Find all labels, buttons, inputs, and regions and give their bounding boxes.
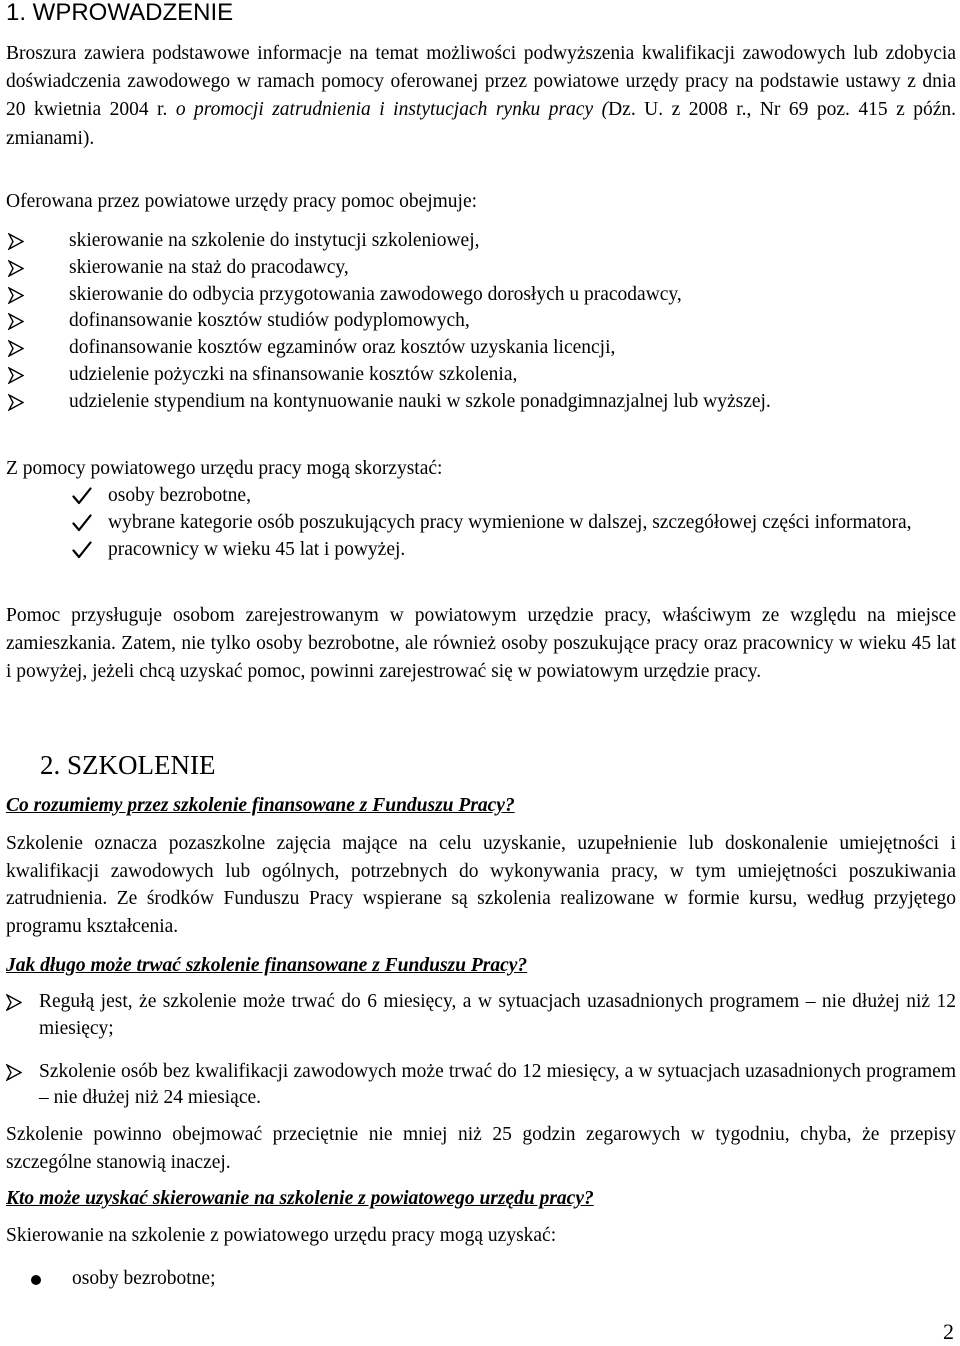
dot-icon (31, 1275, 41, 1285)
offer-lead: Oferowana przez powiatowe urzędy pracy pomoc obejmuje: (6, 191, 478, 212)
list-item: dofinansowanie kosztów egzaminów oraz kosztów uzyskania licencji, (6, 335, 956, 362)
question-heading-2: Jak długo może trwać szkolenie finansowane z Funduszu Pracy? (6, 955, 528, 976)
list-item: udzielenie stypendium na kontynuowanie nauki w szkole ponadgimnazjalnej lub wyższej. (6, 389, 956, 416)
page-number: 2 (943, 1319, 954, 1344)
list-item: skierowanie do odbycia przygotowania zawodowego dorosłych u pracodawcy, (6, 282, 956, 309)
duration-list (6, 989, 956, 1112)
eligible-lead: Skierowanie na szkolenie z powiatowego urzędu pracy mogą uzyskać: (6, 1225, 557, 1246)
check-icon (72, 487, 92, 505)
arrowhead-icon (8, 260, 24, 277)
arrowhead-icon (8, 394, 24, 411)
arrowhead-icon (6, 994, 22, 1011)
question-heading-1: Co rozumiemy przez szkolenie finansowane z Funduszu Pracy? (6, 795, 515, 816)
arrowhead-icon (6, 1064, 22, 1081)
section-heading-wprowadzenie: 1. WPROWADZENIE (6, 0, 234, 26)
list-item: Szkolenie osób bez kwalifikacji zawodowych może trwać do 12 miesięcy, a w sytuacjach uzasadnionych programem – nie dłużej niż 24 miesiące. (6, 1059, 956, 1113)
definition-paragraph: Szkolenie oznacza pozaszkolne zajęcia mające na celu uzyskanie, uzupełnienie lub doskonalenie umiejętności i kwalifikacji zawodowych lub ogólnych, potrzebnych do wykonywania pracy, w tym umiejętności poszukiwania zatrudnienia. Ze środków Funduszu Pracy wspierane są szkolenia realizowane w formie kursu, według przyjętego programu kształcenia. (6, 833, 956, 937)
intro-text-b: Dz. U. z 2008 r., Nr 69 poz. 415 z późn. zmianami). (6, 99, 956, 149)
arrowhead-icon (8, 233, 24, 250)
list-item: Regułą jest, że szkolenie może trwać do 6 miesięcy, a w sytuacjach uzasadnionych programem – nie dłużej niż 12 miesięcy; (6, 989, 956, 1043)
eligible-list (6, 1266, 956, 1293)
check-icon (72, 541, 92, 559)
list-item: osoby bezrobotne, (6, 483, 956, 510)
closing-paragraph: Pomoc przysługuje osobom zarejestrowanym w powiatowym urzędzie pracy, właściwym ze względu na miejsce zamieszkania. Zatem, nie tylko osoby bezrobotne, ale również osoby poszukujące pracy oraz pracownicy w wieku 45 lat i powyżej, jeżeli chcą uzyskać pomoc, powinni zarejestrować się w powiatowym urzędzie pracy. (6, 605, 956, 682)
check-icon (72, 514, 92, 532)
list-item: wybrane kategorie osób poszukujących pracy wymienione w dalszej, szczegółowej części informatora, (6, 510, 956, 537)
arrowhead-icon (8, 287, 24, 304)
intro-act-title: o promocji zatrudnienia i instytucjach rynku pracy ( (175, 99, 609, 121)
who-lead: Z pomocy powiatowego urzędu pracy mogą skorzystać: (6, 458, 443, 479)
question-heading-3: Kto może uzyskać skierowanie na szkolenie z powiatowego urzędu pracy? (6, 1188, 594, 1209)
arrowhead-icon (8, 367, 24, 384)
intro-paragraph (6, 40, 956, 153)
list-item: dofinansowanie kosztów studiów podyplomowych, (6, 308, 956, 335)
arrowhead-icon (8, 340, 24, 357)
offer-list (6, 228, 956, 416)
intro-text-a: Broszura zawiera podstawowe informacje na temat możliwości podwyższenia kwalifikacji zawodowych lub zdobycia doświadczenia zawodowego w ramach pomocy oferowanej przez powiatowe urzędy pracy na podstawie ustawy z dnia 20 kwietnia 2004 r. (6, 43, 956, 121)
list-item: udzielenie pożyczki na sfinansowanie kosztów szkolenia, (6, 362, 956, 389)
section-heading-szkolenie: 2. SZKOLENIE (40, 750, 216, 780)
who-list (6, 483, 956, 563)
hours-paragraph: Szkolenie powinno obejmować przeciętnie nie mniej niż 25 godzin zegarowych w tygodniu, chyba, że przepisy szczególne stanowią inaczej. (6, 1124, 956, 1173)
list-item: pracownicy w wieku 45 lat i powyżej. (6, 537, 956, 564)
list-item: skierowanie na staż do pracodawcy, (6, 255, 956, 282)
arrowhead-icon (8, 313, 24, 330)
list-item: osoby bezrobotne; (6, 1266, 956, 1293)
list-item: skierowanie na szkolenie do instytucji szkoleniowej, (6, 228, 956, 255)
